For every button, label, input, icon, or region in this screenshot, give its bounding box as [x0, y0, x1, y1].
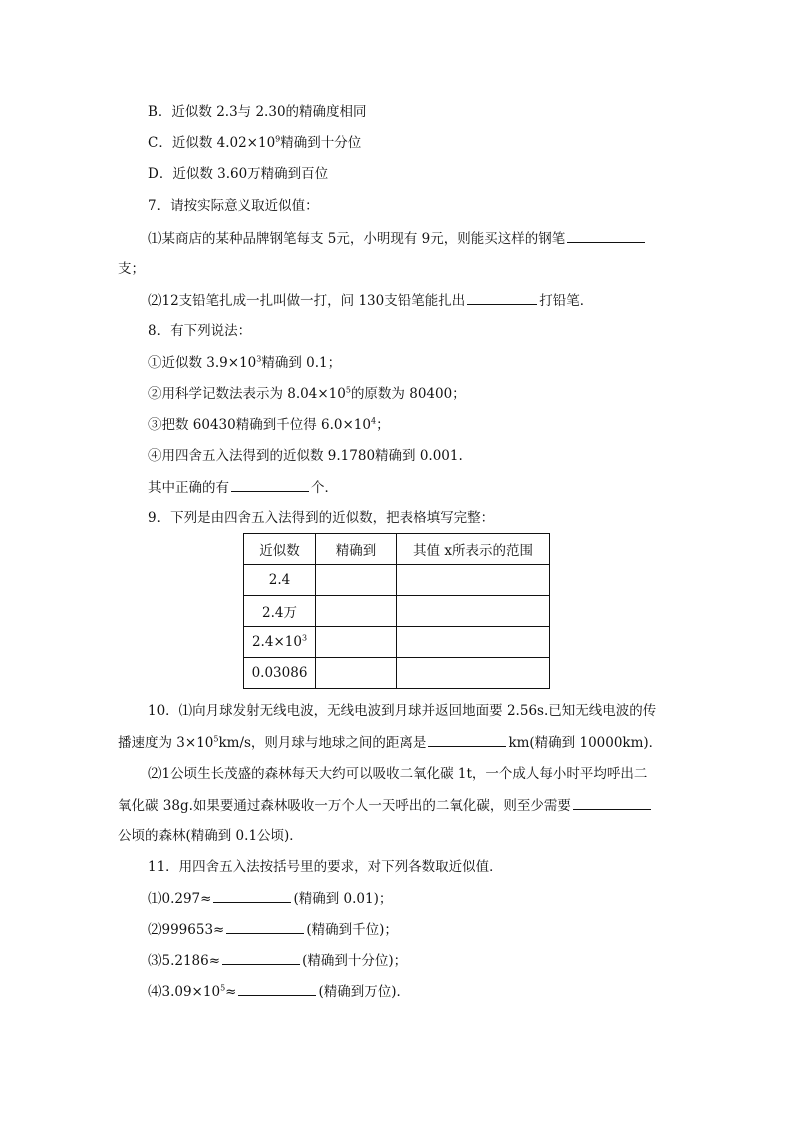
row3-approx-exp: 3 — [301, 633, 308, 643]
q8-s2-tail: 的原数为 80400； — [350, 386, 466, 402]
q10-part1-cont — [118, 733, 662, 752]
q10-answer-blank-1[interactable] — [428, 733, 506, 747]
q8-statement-2 — [148, 385, 466, 403]
row1-range-cell[interactable] — [397, 565, 550, 596]
q11-item-1 — [148, 889, 392, 908]
q10-part2: ⑵1公顷生长茂盛的森林每天大约可以吸收二氧化碳 1t，一个成人每小时平均呼出二 — [148, 766, 648, 782]
q8-s3-tail: ； — [376, 417, 390, 433]
row3-approx-text: 2.4×10 — [251, 634, 302, 650]
q10-part2-cont — [118, 796, 653, 815]
table-row — [244, 565, 550, 596]
header-range: 其值 x所表示的范围 — [397, 534, 550, 565]
q11-title: 11．用四舍五入法按括号里的要求，对下列各数取近似值． — [148, 859, 503, 875]
q11-i4-exp: 5 — [220, 983, 226, 993]
q8-s2-text: ②用科学记数法表示为 8.04×10 — [148, 386, 346, 402]
table-header-row — [244, 534, 550, 565]
option-c-tail: 精确到十分位 — [280, 135, 362, 151]
q11-i3-text: ⑶5.2186≈ — [148, 953, 221, 969]
row2-range-cell[interactable] — [397, 596, 550, 627]
q10-answer-blank-2[interactable] — [573, 796, 651, 810]
q11-i1-tail: (精确到 0.01)； — [293, 891, 393, 907]
q11-answer-blank-3[interactable] — [222, 951, 300, 965]
q10-part2-end: 公顷的森林(精确到 0.1公顷)． — [118, 828, 303, 844]
q10-p1-tail: km(精确到 10000km)． — [508, 735, 663, 751]
q10-part1: 10．⑴向月球发射无线电波，无线电波到月球并返回地面要 2.56s.已知无线电波的传 — [148, 703, 657, 719]
option-b: B．近似数 2.3与 2.30的精确度相同 — [148, 104, 367, 120]
option-c-text: C．近似数 4.02×10 — [148, 135, 276, 151]
option-c — [148, 134, 361, 152]
option-d: D．近似数 3.60万精确到百位 — [148, 166, 329, 182]
q11-answer-blank-1[interactable] — [213, 889, 291, 903]
option-c-exp: 9 — [275, 134, 281, 144]
q7-part2-tail: 打铅笔． — [539, 293, 594, 309]
table-row — [244, 658, 550, 689]
q11-i2-tail: (精确到千位)； — [306, 922, 398, 938]
q11-i3-tail: (精确到十分位)； — [302, 953, 408, 969]
q8-conclusion-tail: 个． — [311, 480, 338, 496]
q11-item-2 — [148, 920, 398, 939]
row1-approx: 2.4 — [244, 565, 316, 596]
q8-conclusion-text: 其中正确的有 — [148, 480, 229, 496]
row3-approx — [244, 627, 316, 658]
q11-i4-approx: ≈ — [225, 984, 237, 1000]
q7-part2 — [148, 291, 593, 310]
q8-s2-exp: 5 — [345, 385, 351, 395]
q9-table — [243, 533, 550, 689]
q7-answer-blank-1[interactable] — [567, 229, 645, 243]
q10-p1-exp: 5 — [213, 734, 219, 744]
q8-s1-text: ①近似数 3.9×10 — [148, 355, 257, 371]
q11-i4-text: ⑷3.09×10 — [148, 984, 221, 1000]
q8-statement-1 — [148, 354, 341, 372]
row3-range-cell[interactable] — [397, 627, 550, 658]
q10-p1-speed: 播速度为 3×10 — [118, 735, 214, 751]
q8-title: 8．有下列说法： — [148, 323, 252, 339]
row4-range-cell[interactable] — [397, 658, 550, 689]
q8-s1-tail: 精确到 0.1； — [261, 355, 342, 371]
q10-p1-text: km/s，则月球与地球之间的距离是 — [218, 735, 427, 751]
q11-i1-text: ⑴0.297≈ — [148, 891, 212, 907]
q11-item-3 — [148, 951, 407, 970]
q7-part1-text: ⑴某商店的某种品牌钢笔每支 5元，小明现有 9元，则能买这样的钢笔 — [148, 231, 566, 247]
q7-title: 7．请按实际意义取近似值： — [148, 198, 319, 214]
q8-conclusion — [148, 478, 338, 497]
q11-item-4 — [148, 982, 410, 1001]
q7-answer-blank-2[interactable] — [467, 291, 537, 305]
row3-precision-cell[interactable] — [316, 627, 397, 658]
q7-part2-text: ⑵12支铅笔扎成一扎叫做一打，问 130支铅笔能扎出 — [148, 293, 466, 309]
q8-statement-3 — [148, 416, 390, 434]
q8-s3-exp: 4 — [371, 416, 377, 426]
row4-precision-cell[interactable] — [316, 658, 397, 689]
row2-precision-cell[interactable] — [316, 596, 397, 627]
table-row — [244, 596, 550, 627]
q11-i2-text: ⑵999653≈ — [148, 922, 225, 938]
q11-answer-blank-2[interactable] — [226, 920, 304, 934]
table-row — [244, 627, 550, 658]
q9-title: 9．下列是由四舍五入法得到的近似数，把表格填写完整： — [148, 510, 495, 526]
header-approx: 近似数 — [244, 534, 316, 565]
header-precision: 精确到 — [316, 534, 397, 565]
q7-part1 — [148, 229, 647, 248]
q8-statement-4: ④用四舍五入法得到的近似数 9.1780精确到 0.001. — [148, 448, 463, 464]
q8-s1-exp: 3 — [256, 354, 262, 364]
q8-s3-text: ③把数 60430精确到千位得 6.0×10 — [148, 417, 371, 433]
row1-precision-cell[interactable] — [316, 565, 397, 596]
row4-approx: 0.03086 — [244, 658, 316, 689]
q7-part1-cont: 支； — [118, 261, 145, 277]
row2-approx: 2.4万 — [244, 596, 316, 627]
q10-p2-text: 氧化碳 38g.如果要通过森林吸收一万个人一天呼出的二氧化碳，则至少需要 — [118, 798, 571, 814]
q8-answer-blank[interactable] — [231, 478, 309, 492]
q11-i4-tail: (精确到万位)． — [318, 984, 411, 1000]
q11-answer-blank-4[interactable] — [238, 982, 316, 996]
